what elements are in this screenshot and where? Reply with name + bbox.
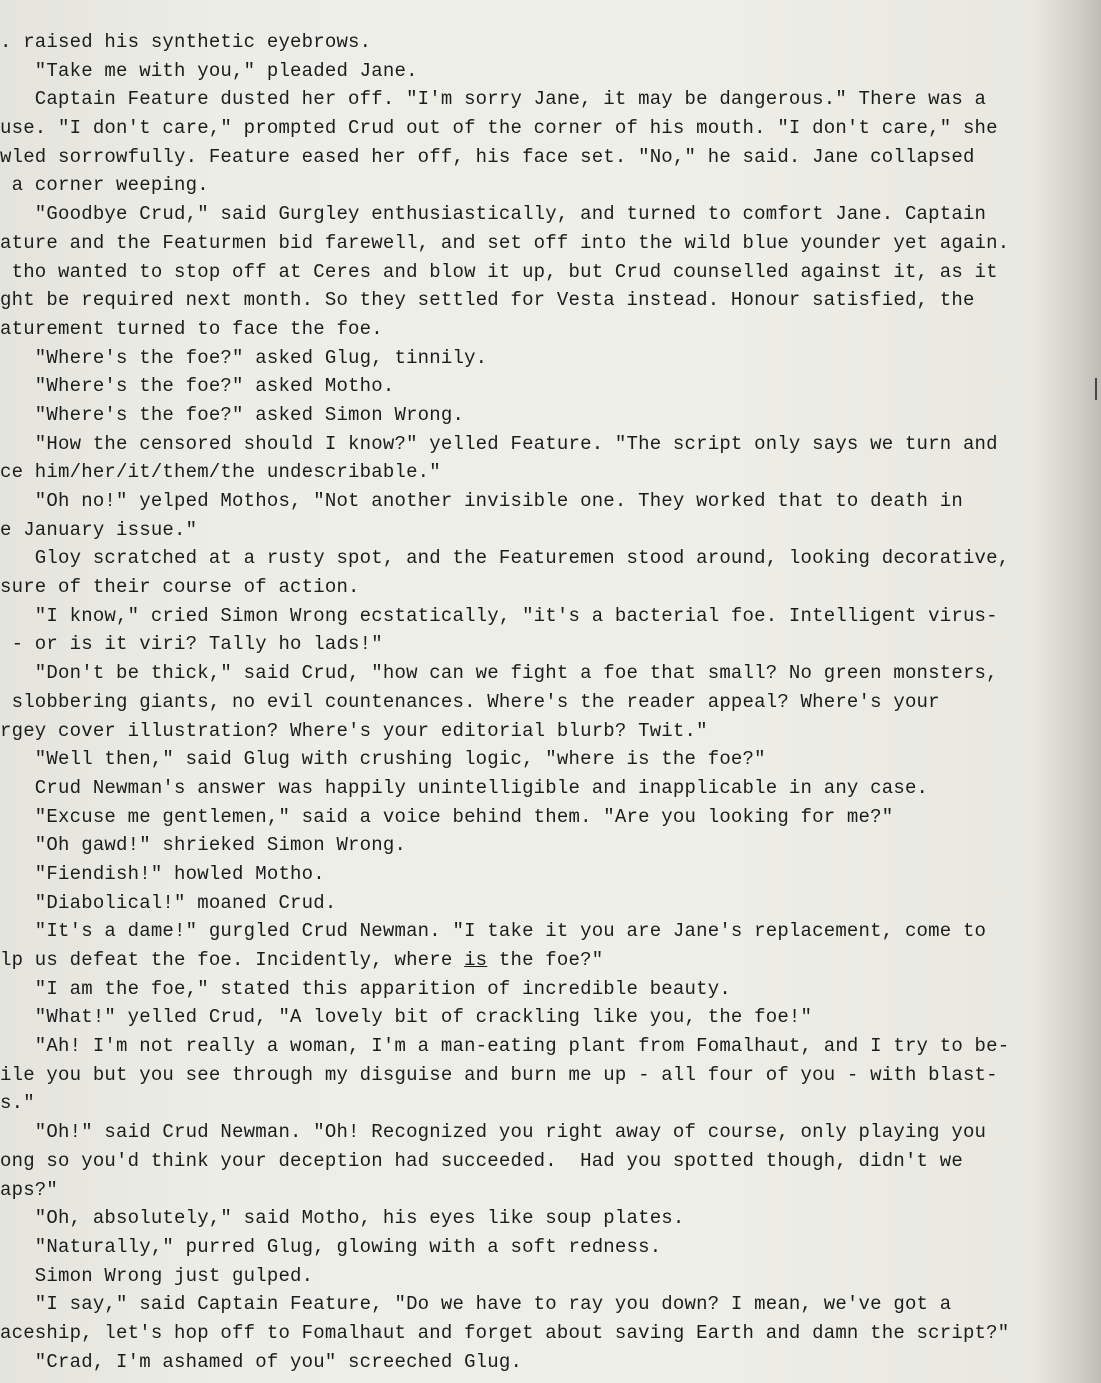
text-line: "Crad, I'm ashamed of you" screeched Glug.	[0, 1350, 523, 1373]
text-line: aturement turned to face the foe.	[0, 317, 383, 340]
text-line: "I know," cried Simon Wrong ecstatically, "it's a bacterial foe. Intelligent virus-	[0, 604, 998, 627]
text-line-with-underline	[0, 946, 1085, 975]
text-line: - or is it viri? Tally ho lads!"	[0, 633, 383, 656]
text-line: "Oh gawd!" shrieked Simon Wrong.	[0, 834, 407, 857]
text-line: ce him/her/it/them/the undescribable."	[0, 461, 441, 484]
text-line: "It's a dame!" gurgled Crud Newman. "I take it you are Jane's replacement, come to	[0, 920, 987, 943]
text-line: ature and the Featurmen bid farewell, and set off into the wild blue younder yet again.	[0, 231, 1010, 254]
text-line: a corner weeping.	[0, 174, 209, 197]
text-line: "Where's the foe?" asked Motho.	[0, 375, 395, 398]
text-line: sure of their course of action.	[0, 576, 360, 599]
typed-text-block	[0, 28, 1085, 1376]
text-line: "Oh!" said Crud Newman. "Oh! Recognized you right away of course, only playing you	[0, 1121, 987, 1144]
text-line: "Excuse me gentlemen," said a voice behind them. "Are you looking for me?"	[0, 805, 894, 828]
margin-mark	[1095, 378, 1097, 400]
text-line: ile you but you see through my disguise and burn me up - all four of you - with blast-	[0, 1063, 998, 1086]
text-line: wled sorrowfully. Feature eased her off, his face set. "No," he said. Jane collapsed	[0, 145, 975, 168]
text-line: Gloy scratched at a rusty spot, and the Featuremen stood around, looking decorative,	[0, 547, 1010, 570]
text-line: "Where's the foe?" asked Glug, tinnily.	[0, 346, 488, 369]
text-line: s."	[0, 1092, 35, 1115]
text-line: slobbering giants, no evil countenances. Where's the reader appeal? Where's your	[0, 690, 940, 713]
text-line: "Take me with you," pleaded Jane.	[0, 59, 418, 82]
text-line: "Don't be thick," said Crud, "how can we fight a foe that small? No green monsters,	[0, 662, 998, 685]
text-line: rgey cover illustration? Where's your editorial blurb? Twit."	[0, 719, 708, 742]
text-line: "Naturally," purred Glug, glowing with a soft redness.	[0, 1235, 662, 1258]
text-line: "Well then," said Glug with crushing logic, "where is the foe?"	[0, 748, 766, 771]
line-head: lp us defeat the foe. Incidently, where	[0, 949, 465, 971]
text-line: e January issue."	[0, 518, 198, 541]
text-line: ong so you'd think your deception had succeeded. Had you spotted though, didn't we	[0, 1149, 963, 1172]
text-line: Crud Newman's answer was happily unintelligible and inapplicable in any case.	[0, 776, 929, 799]
text-line: "Ah! I'm not really a woman, I'm a man-eating plant from Fomalhaut, and I try to be-	[0, 1035, 1010, 1058]
text-line: "Diabolical!" moaned Crud.	[0, 891, 337, 914]
text-line: "I say," said Captain Feature, "Do we have to ray you down? I mean, we've got a	[0, 1293, 952, 1316]
text-line: ght be required next month. So they settled for Vesta instead. Honour satisfied, the	[0, 289, 975, 312]
text-line: "Where's the foe?" asked Simon Wrong.	[0, 403, 465, 426]
text-line: "Fiendish!" howled Motho.	[0, 862, 325, 885]
text-line: . raised his synthetic eyebrows.	[0, 31, 372, 53]
text-line: "What!" yelled Crud, "A lovely bit of crackling like you, the foe!"	[0, 1006, 813, 1029]
text-line: Simon Wrong just gulped.	[0, 1264, 314, 1287]
text-line: "Goodbye Crud," said Gurgley enthusiastically, and turned to comfort Jane. Captain	[0, 203, 987, 226]
text-line: "How the censored should I know?" yelled Feature. "The script only says we turn and	[0, 432, 998, 455]
text-line: Captain Feature dusted her off. "I'm sorry Jane, it may be dangerous." There was a	[0, 88, 987, 111]
text-line: aps?"	[0, 1178, 59, 1201]
text-line: use. "I don't care," prompted Crud out of the corner of his mouth. "I don't care," she	[0, 117, 998, 140]
line-tail: the foe?"	[487, 949, 604, 971]
underlined-word: is	[464, 949, 488, 971]
text-line: "I am the foe," stated this apparition of incredible beauty.	[0, 977, 731, 1000]
text-line: tho wanted to stop off at Ceres and blow it up, but Crud counselled against it, as it	[0, 260, 998, 283]
text-line: aceship, let's hop off to Fomalhaut and forget about saving Earth and damn the script?"	[0, 1321, 1010, 1344]
text-line: "Oh, absolutely," said Motho, his eyes like soup plates.	[0, 1207, 685, 1230]
text-line: "Oh no!" yelped Mothos, "Not another invisible one. They worked that to death in	[0, 490, 963, 512]
